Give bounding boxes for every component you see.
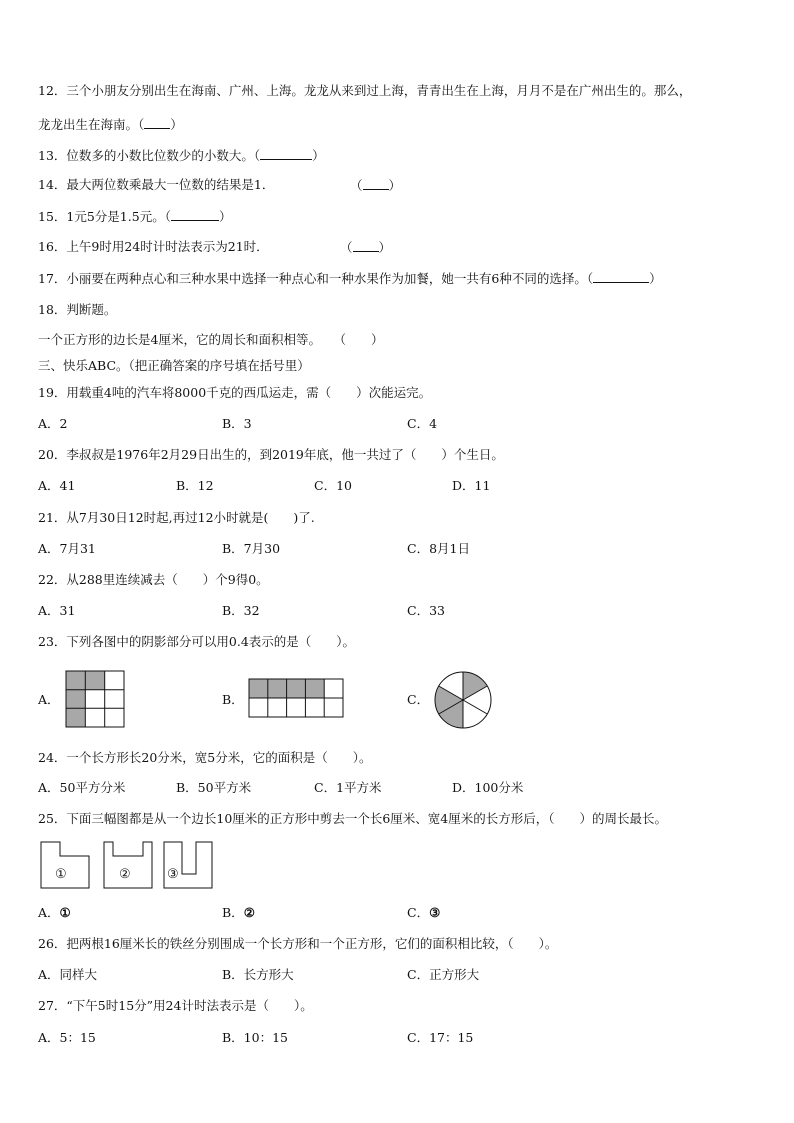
figure-label-1: ① — [55, 867, 67, 882]
q23-option-c[interactable]: C． — [407, 692, 430, 707]
q23-option-a[interactable]: A． — [38, 692, 60, 707]
q12-line2-text: 龙龙出生在海南。（ — [38, 117, 145, 132]
q14-close-paren: ） — [388, 178, 402, 193]
q12-close-paren: ） — [170, 117, 183, 132]
figure-label-2: ② — [119, 867, 131, 882]
q24-stem: 24．一个长方形长20分米，宽5分米，它的面积是（ ）。 — [38, 750, 372, 765]
q24-option-b[interactable]: B．50平方米 — [176, 780, 252, 795]
q13-text: 13．位数多的小数比位数少的小数大。（ — [38, 148, 261, 163]
q25-option-a-letter: A． — [38, 905, 60, 920]
q21-option-b[interactable]: B．7月30 — [222, 541, 281, 556]
q25-option-b-letter: B． — [222, 905, 244, 920]
q26-stem: 26．把两根16厘米长的铁丝分别围成一个长方形和一个正方形，它们的面积相比较，（ ）。 — [38, 936, 558, 951]
q25-option-a[interactable] — [38, 905, 71, 921]
answer-blank[interactable] — [144, 116, 170, 129]
q19-stem: 19．用载重4吨的汽车将8000千克的西瓜运走，需（ ）次能运完。 — [38, 385, 432, 400]
q17-close-paren: ） — [649, 271, 662, 286]
q12-line2 — [38, 116, 183, 133]
q24-option-d[interactable]: D．100分米 — [452, 780, 524, 795]
q19-option-c[interactable]: C．4 — [407, 416, 438, 431]
q27-stem: 27．“下午5时15分”用24计时法表示是（ ）。 — [38, 998, 313, 1013]
q25-stem: 25．下面三幅图都是从一个边长10厘米的正方形中剪去一个长6厘米、宽4厘米的长方形后，（ ）的周长最长。 — [38, 811, 667, 826]
q21-stem: 21．从7月30日12时起,再过12小时就是( )了. — [38, 510, 315, 525]
q14-open-paren: （ — [350, 178, 363, 193]
q17 — [38, 270, 662, 287]
q19-option-a[interactable]: A．2 — [38, 416, 68, 431]
q15-text: 15．1元5分是1.5元。（ — [38, 209, 171, 224]
q20-stem: 20．李叔叔是1976年2月29日出生的，到2019年底，他一共过了（ ）个生日。 — [38, 447, 504, 462]
q25-option-c-letter: C． — [407, 905, 430, 920]
q13 — [38, 147, 325, 164]
q16-text: 16．上午9时用24时计时法表示为21时． — [38, 239, 269, 254]
q14 — [38, 177, 274, 193]
q14-text: 14．最大两位数乘最大一位数的结果是1． — [38, 177, 275, 192]
q22-option-a[interactable]: A．31 — [38, 603, 76, 618]
answer-blank[interactable] — [593, 270, 649, 283]
q18-title: 18．判断题。 — [38, 302, 117, 317]
q27-option-a[interactable]: A．5：15 — [38, 1030, 96, 1045]
q24-option-c[interactable]: C．1平方米 — [314, 780, 382, 795]
q16-close-paren: ） — [378, 240, 392, 255]
q24-option-a[interactable]: A．50平方分米 — [38, 780, 126, 795]
q21-option-a[interactable]: A．7月31 — [38, 541, 96, 556]
grid-3x3-figure — [65, 670, 125, 728]
section-heading: 三、快乐ABC。（把正确答案的序号填在括号里） — [38, 358, 310, 373]
q20-option-a[interactable]: A．41 — [38, 478, 76, 493]
answer-blank[interactable] — [353, 239, 379, 252]
q23-option-b[interactable]: B． — [222, 692, 244, 707]
q26-option-c[interactable]: C．正方形大 — [407, 967, 480, 982]
q20-option-b[interactable]: B．12 — [176, 478, 214, 493]
circle-sectors-figure — [433, 670, 493, 730]
q26-option-b[interactable]: B．长方形大 — [222, 967, 294, 982]
q22-option-c[interactable]: C．33 — [407, 603, 445, 618]
answer-blank[interactable] — [363, 177, 389, 190]
answer-blank[interactable] — [171, 208, 219, 221]
q12-line1: 12．三个小朋友分别出生在海南、广州、上海。龙龙从来到过上海，青青出生在上海，月月不是在广州出生的。那么， — [38, 83, 692, 98]
q19-option-b[interactable]: B．3 — [222, 416, 252, 431]
q26-option-a[interactable]: A．同样大 — [38, 967, 98, 982]
q16-answer — [340, 239, 391, 256]
grid-2x5-figure — [248, 678, 344, 718]
q27-option-c[interactable]: C．17：15 — [407, 1030, 474, 1045]
q13-close-paren: ） — [312, 148, 325, 163]
q27-option-b[interactable]: B．10：15 — [222, 1030, 288, 1045]
q16 — [38, 239, 269, 255]
q25-option-c-mark: ③ — [429, 905, 441, 920]
q17-text: 17．小丽要在两种点心和三种水果中选择一种点心和一种水果作为加餐，她一共有6种不同的选择。（ — [38, 271, 594, 286]
q22-option-b[interactable]: B．32 — [222, 603, 260, 618]
q21-option-c[interactable]: C．8月1日 — [407, 541, 470, 556]
q18-body: 一个正方形的边长是4厘米，它的周长和面积相等。 （ ） — [38, 332, 384, 347]
q20-option-c[interactable]: C．10 — [314, 478, 352, 493]
q14-answer — [350, 177, 401, 194]
q25-option-a-mark: ① — [59, 905, 71, 920]
q20-option-d[interactable]: D．11 — [452, 478, 491, 493]
q15 — [38, 208, 231, 225]
answer-blank[interactable] — [260, 147, 312, 160]
q15-close-paren: ） — [218, 209, 232, 224]
q22-stem: 22．从288里连续减去（ ）个9得0。 — [38, 572, 269, 587]
q16-open-paren: （ — [340, 240, 353, 255]
q25-option-c[interactable] — [407, 905, 440, 921]
q25-option-b-mark: ② — [243, 905, 255, 920]
q25-option-b[interactable] — [222, 905, 255, 921]
q23-stem: 23．下列各图中的阴影部分可以用0.4表示的是（ ）。 — [38, 634, 356, 649]
figure-label-3: ③ — [167, 867, 179, 882]
